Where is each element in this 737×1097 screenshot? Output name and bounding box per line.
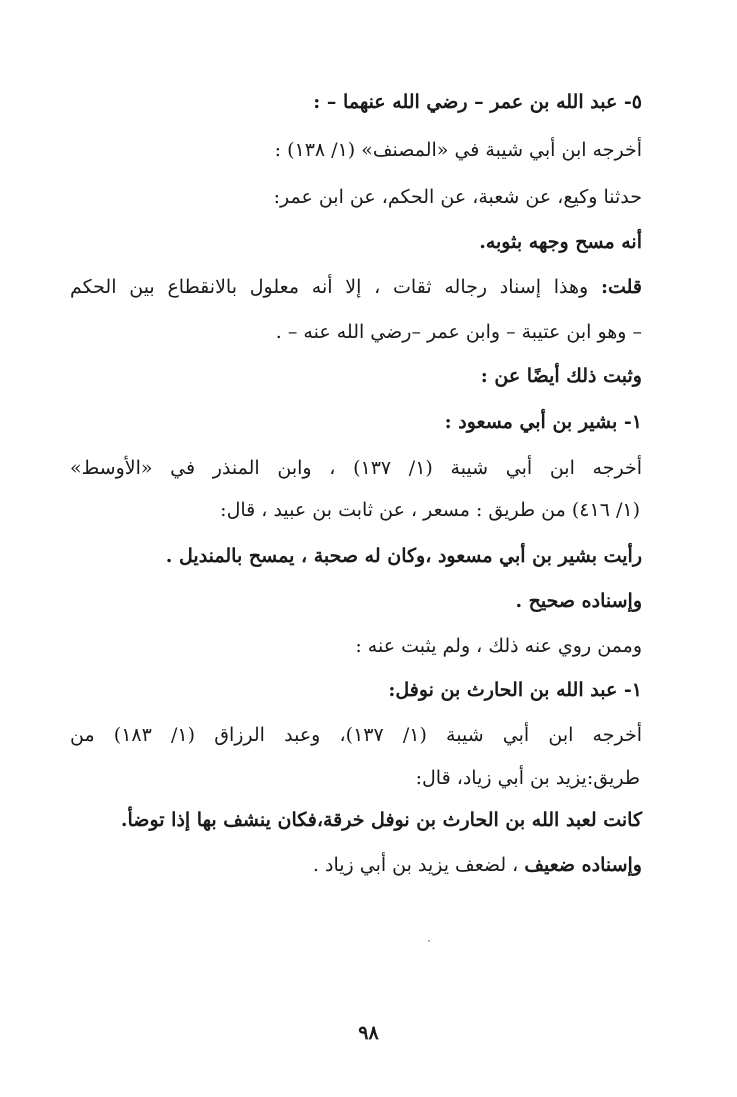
comment-continuation: – وهو ابن عتيبة – وابن عمر –رضي الله عنه – .	[275, 321, 642, 343]
comment-line	[70, 273, 642, 301]
heading-abdullah-ibn-al-harith: ١- عبد الله بن الحارث بن نوفل:	[388, 679, 642, 701]
source-continuation: طريق:يزيد بن أبي زياد، قال:	[415, 767, 640, 789]
narration-text: أنه مسح وجهه بثوبه.	[479, 231, 642, 253]
comment-label: قلت:	[600, 276, 642, 298]
heading-abdullah-ibn-umar: ٥- عبد الله بن عمر – رضي الله عنهما – :	[313, 91, 642, 113]
grading-line: وإسناده صحيح .	[515, 590, 642, 612]
page-number: ٩٨	[358, 1022, 379, 1044]
source-line: أخرجه ابن أبي شيبة (١/ ١٣٧) ، وابن المنذر في «الأوسط»	[70, 457, 642, 479]
comment-text: وهذا إسناد رجاله ثقات ، إلا أنه معلول بالانقطاع بين الحكم	[70, 276, 601, 298]
grading-reason: ، لضعف يزيد بن أبي زياد .	[312, 854, 525, 876]
section-heading: وثبت ذلك أيضًا عن :	[480, 365, 642, 387]
grading-line	[313, 851, 642, 879]
narration-text: رأيت بشير بن أبي مسعود ،وكان له صحبة ، يمسح بالمنديل .	[165, 545, 642, 567]
weak-reports-intro: وممن روي عنه ذلك ، ولم يثبت عنه :	[355, 635, 642, 657]
heading-bashir: ١- بشير بن أبي مسعود :	[444, 411, 642, 433]
source-line: أخرجه ابن أبي شيبة في «المصنف» (١/ ١٣٨) :	[274, 139, 642, 161]
narration-text: كانت لعبد الله بن الحارث بن نوفل خرقة،فكان ينشف بها إذا توضأ.	[120, 809, 642, 831]
source-line: أخرجه ابن أبي شيبة (١/ ١٣٧)، وعبد الرزاق (١/ ١٨٣) من	[70, 724, 642, 746]
source-continuation: (١/ ٤١٦) من طريق : مسعر ، عن ثابت بن عبيد ، قال:	[220, 499, 640, 521]
grading-label: وإسناده ضعيف	[524, 854, 642, 876]
isnad-line: حدثنا وكيع، عن شعبة، عن الحكم، عن ابن عمر:	[273, 186, 642, 208]
print-speck	[428, 940, 430, 942]
